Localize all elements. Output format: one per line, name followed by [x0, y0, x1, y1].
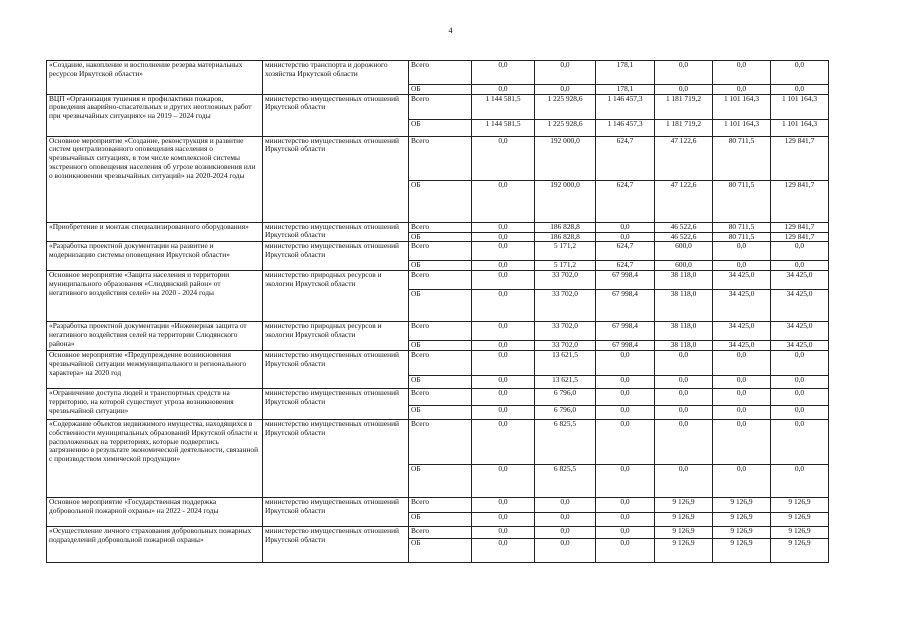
amount-cell: 9 126,9 [771, 498, 829, 513]
amount-cell: 1 181 719,2 [655, 94, 713, 119]
activity-name-cell: «Разработка проектной документации на развитие и модернизацию системы оповещения Иркутской области» [47, 242, 263, 271]
amount-cell: 6 825,5 [535, 465, 596, 498]
amount-cell: 67 998,4 [596, 271, 655, 290]
amount-cell: 192 000,0 [535, 180, 596, 222]
amount-cell: 6 796,0 [535, 389, 596, 406]
funding-source-cell: ОБ [409, 290, 472, 322]
amount-cell: 1 101 164,3 [771, 119, 829, 136]
amount-cell: 0,0 [472, 498, 535, 513]
executor-cell: министерство имущественных отношений Иркутской области [263, 351, 409, 389]
amount-cell: 0,0 [472, 420, 535, 465]
amount-cell: 1 101 164,3 [713, 94, 771, 119]
amount-cell: 33 702,0 [535, 322, 596, 341]
funding-source-cell: ОБ [409, 232, 472, 242]
amount-cell: 129 841,7 [771, 232, 829, 242]
amount-cell: 9 126,9 [713, 498, 771, 513]
executor-cell: министерство имущественных отношений Иркутской области [263, 136, 409, 222]
amount-cell: 129 841,7 [771, 222, 829, 232]
amount-cell: 0,0 [655, 465, 713, 498]
amount-cell: 9 126,9 [771, 527, 829, 539]
funding-source-cell: Всего [409, 136, 472, 180]
funding-source-cell: Всего [409, 498, 472, 513]
amount-cell: 624,7 [596, 242, 655, 261]
amount-cell: 9 126,9 [713, 513, 771, 527]
activity-name-cell: «Осуществление личного страхования добровольных пожарных подразделений добровольной пожарной охраны» [47, 527, 263, 563]
table-row [47, 94, 829, 119]
amount-cell: 5 171,2 [535, 261, 596, 271]
amount-cell: 1 146 457,3 [596, 119, 655, 136]
activity-name-cell: «Создание, накопление и восполнение резерва материальных ресурсов Иркутской области» [47, 61, 263, 95]
funding-source-cell: ОБ [409, 261, 472, 271]
activity-name-cell: Основное мероприятие «Создание, реконструкция и развитие систем централизованного оповещения населения о чрезвычайных ситуациях, в том числе комплексной системы экстренного оповещения населения об угрозе возникновения или о возникновении чрезвычайных ситуаций» на 2020-2024 годы [47, 136, 263, 222]
activity-name-cell: «Содержание объектов недвижимого имущества, находящихся в собственности муниципальных образований Иркутской области и расположенных на территориях, которые подверглись загрязнению в результате экономической деятельности, связанной с производством химической продукции» [47, 420, 263, 498]
executor-cell: министерство природных ресурсов и экологии Иркутской области [263, 271, 409, 322]
amount-cell: 0,0 [596, 406, 655, 420]
table-row [47, 322, 829, 341]
amount-cell: 0,0 [655, 85, 713, 95]
amount-cell: 0,0 [713, 420, 771, 465]
table-row [47, 136, 829, 180]
amount-cell: 0,0 [596, 232, 655, 242]
amount-cell: 0,0 [472, 222, 535, 232]
executor-cell: министерство транспорта и дорожного хозяйства Иркутской области [263, 61, 409, 95]
amount-cell: 0,0 [472, 85, 535, 95]
amount-cell: 0,0 [535, 513, 596, 527]
amount-cell: 0,0 [472, 136, 535, 180]
amount-cell: 0,0 [655, 420, 713, 465]
amount-cell: 1 225 928,6 [535, 119, 596, 136]
amount-cell: 0,0 [535, 539, 596, 563]
table-row [47, 242, 829, 261]
amount-cell: 0,0 [596, 351, 655, 376]
amount-cell: 0,0 [535, 61, 596, 85]
amount-cell: 34 425,0 [771, 290, 829, 322]
amount-cell: 0,0 [713, 242, 771, 261]
amount-cell: 0,0 [596, 222, 655, 232]
funding-source-cell: Всего [409, 322, 472, 341]
amount-cell: 0,0 [472, 389, 535, 406]
funding-source-cell: Всего [409, 222, 472, 232]
amount-cell: 0,0 [713, 85, 771, 95]
executor-cell: министерство имущественных отношений Иркутской области [263, 420, 409, 498]
amount-cell: 186 828,8 [535, 222, 596, 232]
amount-cell: 34 425,0 [771, 322, 829, 341]
amount-cell: 46 522,6 [655, 232, 713, 242]
executor-cell: министерство имущественных отношений Иркутской области [263, 527, 409, 563]
page-number: 4 [448, 26, 453, 35]
table-row [47, 351, 829, 376]
amount-cell: 0,0 [472, 527, 535, 539]
amount-cell: 1 144 581,5 [472, 94, 535, 119]
amount-cell: 6 796,0 [535, 406, 596, 420]
amount-cell: 33 702,0 [535, 290, 596, 322]
amount-cell: 13 621,5 [535, 376, 596, 389]
amount-cell: 80 711,5 [713, 222, 771, 232]
amount-cell: 624,7 [596, 180, 655, 222]
funding-source-cell: ОБ [409, 119, 472, 136]
amount-cell: 0,0 [655, 389, 713, 406]
table-row [47, 61, 829, 85]
funding-source-cell: Всего [409, 351, 472, 376]
amount-cell: 46 522,6 [655, 222, 713, 232]
amount-cell: 38 118,0 [655, 290, 713, 322]
amount-cell: 0,0 [472, 242, 535, 261]
amount-cell: 0,0 [655, 376, 713, 389]
amount-cell: 0,0 [771, 406, 829, 420]
amount-cell: 34 425,0 [713, 290, 771, 322]
amount-cell: 0,0 [771, 351, 829, 376]
amount-cell: 9 126,9 [771, 513, 829, 527]
amount-cell: 0,0 [655, 351, 713, 376]
funding-source-cell: ОБ [409, 465, 472, 498]
amount-cell: 0,0 [596, 513, 655, 527]
amount-cell: 192 000,0 [535, 136, 596, 180]
amount-cell: 0,0 [771, 242, 829, 261]
executor-cell: министерство природных ресурсов и экологии Иркутской области [263, 322, 409, 351]
funding-source-cell: ОБ [409, 406, 472, 420]
amount-cell: 38 118,0 [655, 322, 713, 341]
amount-cell: 624,7 [596, 136, 655, 180]
amount-cell: 34 425,0 [771, 341, 829, 351]
funding-source-cell: Всего [409, 271, 472, 290]
amount-cell: 0,0 [472, 261, 535, 271]
funding-source-cell: Всего [409, 61, 472, 85]
amount-cell: 0,0 [472, 341, 535, 351]
amount-cell: 0,0 [472, 406, 535, 420]
amount-cell: 47 122,6 [655, 180, 713, 222]
amount-cell: 0,0 [771, 261, 829, 271]
amount-cell: 0,0 [472, 271, 535, 290]
amount-cell: 80 711,5 [713, 136, 771, 180]
amount-cell: 0,0 [771, 61, 829, 85]
amount-cell: 9 126,9 [771, 539, 829, 563]
funding-source-cell: Всего [409, 94, 472, 119]
amount-cell: 0,0 [472, 322, 535, 341]
amount-cell: 129 841,7 [771, 136, 829, 180]
budget-table [46, 60, 829, 563]
table-row [47, 420, 829, 465]
funding-source-cell: ОБ [409, 341, 472, 351]
amount-cell: 47 122,6 [655, 136, 713, 180]
amount-cell: 0,0 [535, 527, 596, 539]
amount-cell: 38 118,0 [655, 341, 713, 351]
amount-cell: 38 118,0 [655, 271, 713, 290]
activity-name-cell: «Приобретение и монтаж специализированного оборудования» [47, 222, 263, 242]
amount-cell: 0,0 [713, 389, 771, 406]
amount-cell: 0,0 [472, 351, 535, 376]
activity-name-cell: Основное мероприятие «Предупреждение возникновения чрезвычайной ситуации межмуниципального и регионального характера» на 2020 год [47, 351, 263, 389]
activity-name-cell: ВЦП «Организация тушения и профилактики пожаров, проведения аварийно-спасательных и других неотложных работ при чрезвычайных ситуациях» на 2019 – 2024 годы [47, 94, 263, 136]
funding-source-cell: ОБ [409, 376, 472, 389]
amount-cell: 34 425,0 [713, 322, 771, 341]
amount-cell: 0,0 [713, 61, 771, 85]
amount-cell: 0,0 [771, 85, 829, 95]
executor-cell: министерство имущественных отношений Иркутской области [263, 222, 409, 242]
amount-cell: 129 841,7 [771, 180, 829, 222]
amount-cell: 9 126,9 [655, 513, 713, 527]
amount-cell: 0,0 [596, 465, 655, 498]
amount-cell: 67 998,4 [596, 322, 655, 341]
funding-source-cell: Всего [409, 389, 472, 406]
amount-cell: 6 825,5 [535, 420, 596, 465]
amount-cell: 0,0 [472, 539, 535, 563]
amount-cell: 1 225 928,6 [535, 94, 596, 119]
funding-source-cell: Всего [409, 420, 472, 465]
amount-cell: 0,0 [713, 465, 771, 498]
amount-cell: 34 425,0 [713, 271, 771, 290]
funding-source-cell: Всего [409, 242, 472, 261]
amount-cell: 0,0 [472, 290, 535, 322]
amount-cell: 178,1 [596, 61, 655, 85]
amount-cell: 0,0 [472, 61, 535, 85]
activity-name-cell: Основное мероприятие «Государственная поддержка добровольной пожарной охраны» на 2022 - 2024 годы [47, 498, 263, 527]
funding-source-cell: ОБ [409, 513, 472, 527]
funding-source-cell: ОБ [409, 85, 472, 95]
executor-cell: министерство имущественных отношений Иркутской области [263, 498, 409, 527]
amount-cell: 0,0 [472, 180, 535, 222]
amount-cell: 0,0 [771, 389, 829, 406]
amount-cell: 0,0 [713, 406, 771, 420]
table-row [47, 389, 829, 406]
amount-cell: 34 425,0 [713, 341, 771, 351]
amount-cell: 33 702,0 [535, 341, 596, 351]
executor-cell: министерство имущественных отношений Иркутской области [263, 389, 409, 420]
amount-cell: 5 171,2 [535, 242, 596, 261]
amount-cell: 0,0 [771, 465, 829, 498]
table-row [47, 527, 829, 539]
activity-name-cell: «Ограничение доступа людей и транспортных средств на территорию, на которой существует угроза возникновения чрезвычайной ситуации» [47, 389, 263, 420]
amount-cell: 0,0 [472, 513, 535, 527]
amount-cell: 1 144 581,5 [472, 119, 535, 136]
amount-cell: 13 621,5 [535, 351, 596, 376]
amount-cell: 178,1 [596, 85, 655, 95]
amount-cell: 34 425,0 [771, 271, 829, 290]
funding-source-cell: ОБ [409, 539, 472, 563]
amount-cell: 1 181 719,2 [655, 119, 713, 136]
amount-cell: 0,0 [713, 261, 771, 271]
amount-cell: 9 126,9 [713, 539, 771, 563]
amount-cell: 0,0 [655, 61, 713, 85]
amount-cell: 0,0 [771, 420, 829, 465]
amount-cell: 9 126,9 [655, 539, 713, 563]
amount-cell: 0,0 [596, 498, 655, 513]
table-row [47, 222, 829, 232]
table-body [47, 61, 829, 563]
amount-cell: 0,0 [771, 376, 829, 389]
amount-cell: 0,0 [472, 232, 535, 242]
amount-cell: 9 126,9 [655, 498, 713, 513]
amount-cell: 1 101 164,3 [771, 94, 829, 119]
funding-source-cell: ОБ [409, 180, 472, 222]
amount-cell: 67 998,4 [596, 341, 655, 351]
amount-cell: 0,0 [596, 527, 655, 539]
amount-cell: 0,0 [535, 498, 596, 513]
amount-cell: 0,0 [472, 465, 535, 498]
amount-cell: 1 101 164,3 [713, 119, 771, 136]
amount-cell: 0,0 [713, 376, 771, 389]
amount-cell: 0,0 [596, 376, 655, 389]
table-row [47, 271, 829, 290]
amount-cell: 67 998,4 [596, 290, 655, 322]
executor-cell: министерство имущественных отношений Иркутской области [263, 242, 409, 271]
amount-cell: 0,0 [655, 406, 713, 420]
amount-cell: 0,0 [713, 351, 771, 376]
amount-cell: 0,0 [596, 389, 655, 406]
amount-cell: 80 711,5 [713, 180, 771, 222]
funding-source-cell: Всего [409, 527, 472, 539]
activity-name-cell: «Разработка проектной документации «Инженерная защита от негативного воздействия селей на территории Слюдянского района» [47, 322, 263, 351]
amount-cell: 1 146 457,3 [596, 94, 655, 119]
amount-cell: 186 828,8 [535, 232, 596, 242]
activity-name-cell: Основное мероприятие «Защита населения и территории муниципального образования «Слюдянский район» от негативного воздействия селей» на 2020 - 2024 годы [47, 271, 263, 322]
executor-cell: министерство имущественных отношений Иркутской области [263, 94, 409, 136]
amount-cell: 600,0 [655, 261, 713, 271]
amount-cell: 600,0 [655, 242, 713, 261]
amount-cell: 9 126,9 [655, 527, 713, 539]
amount-cell: 624,7 [596, 261, 655, 271]
amount-cell: 0,0 [596, 539, 655, 563]
amount-cell: 80 711,5 [713, 232, 771, 242]
amount-cell: 33 702,0 [535, 271, 596, 290]
amount-cell: 0,0 [535, 85, 596, 95]
table-row [47, 498, 829, 513]
amount-cell: 0,0 [596, 420, 655, 465]
amount-cell: 9 126,9 [713, 527, 771, 539]
amount-cell: 0,0 [472, 376, 535, 389]
